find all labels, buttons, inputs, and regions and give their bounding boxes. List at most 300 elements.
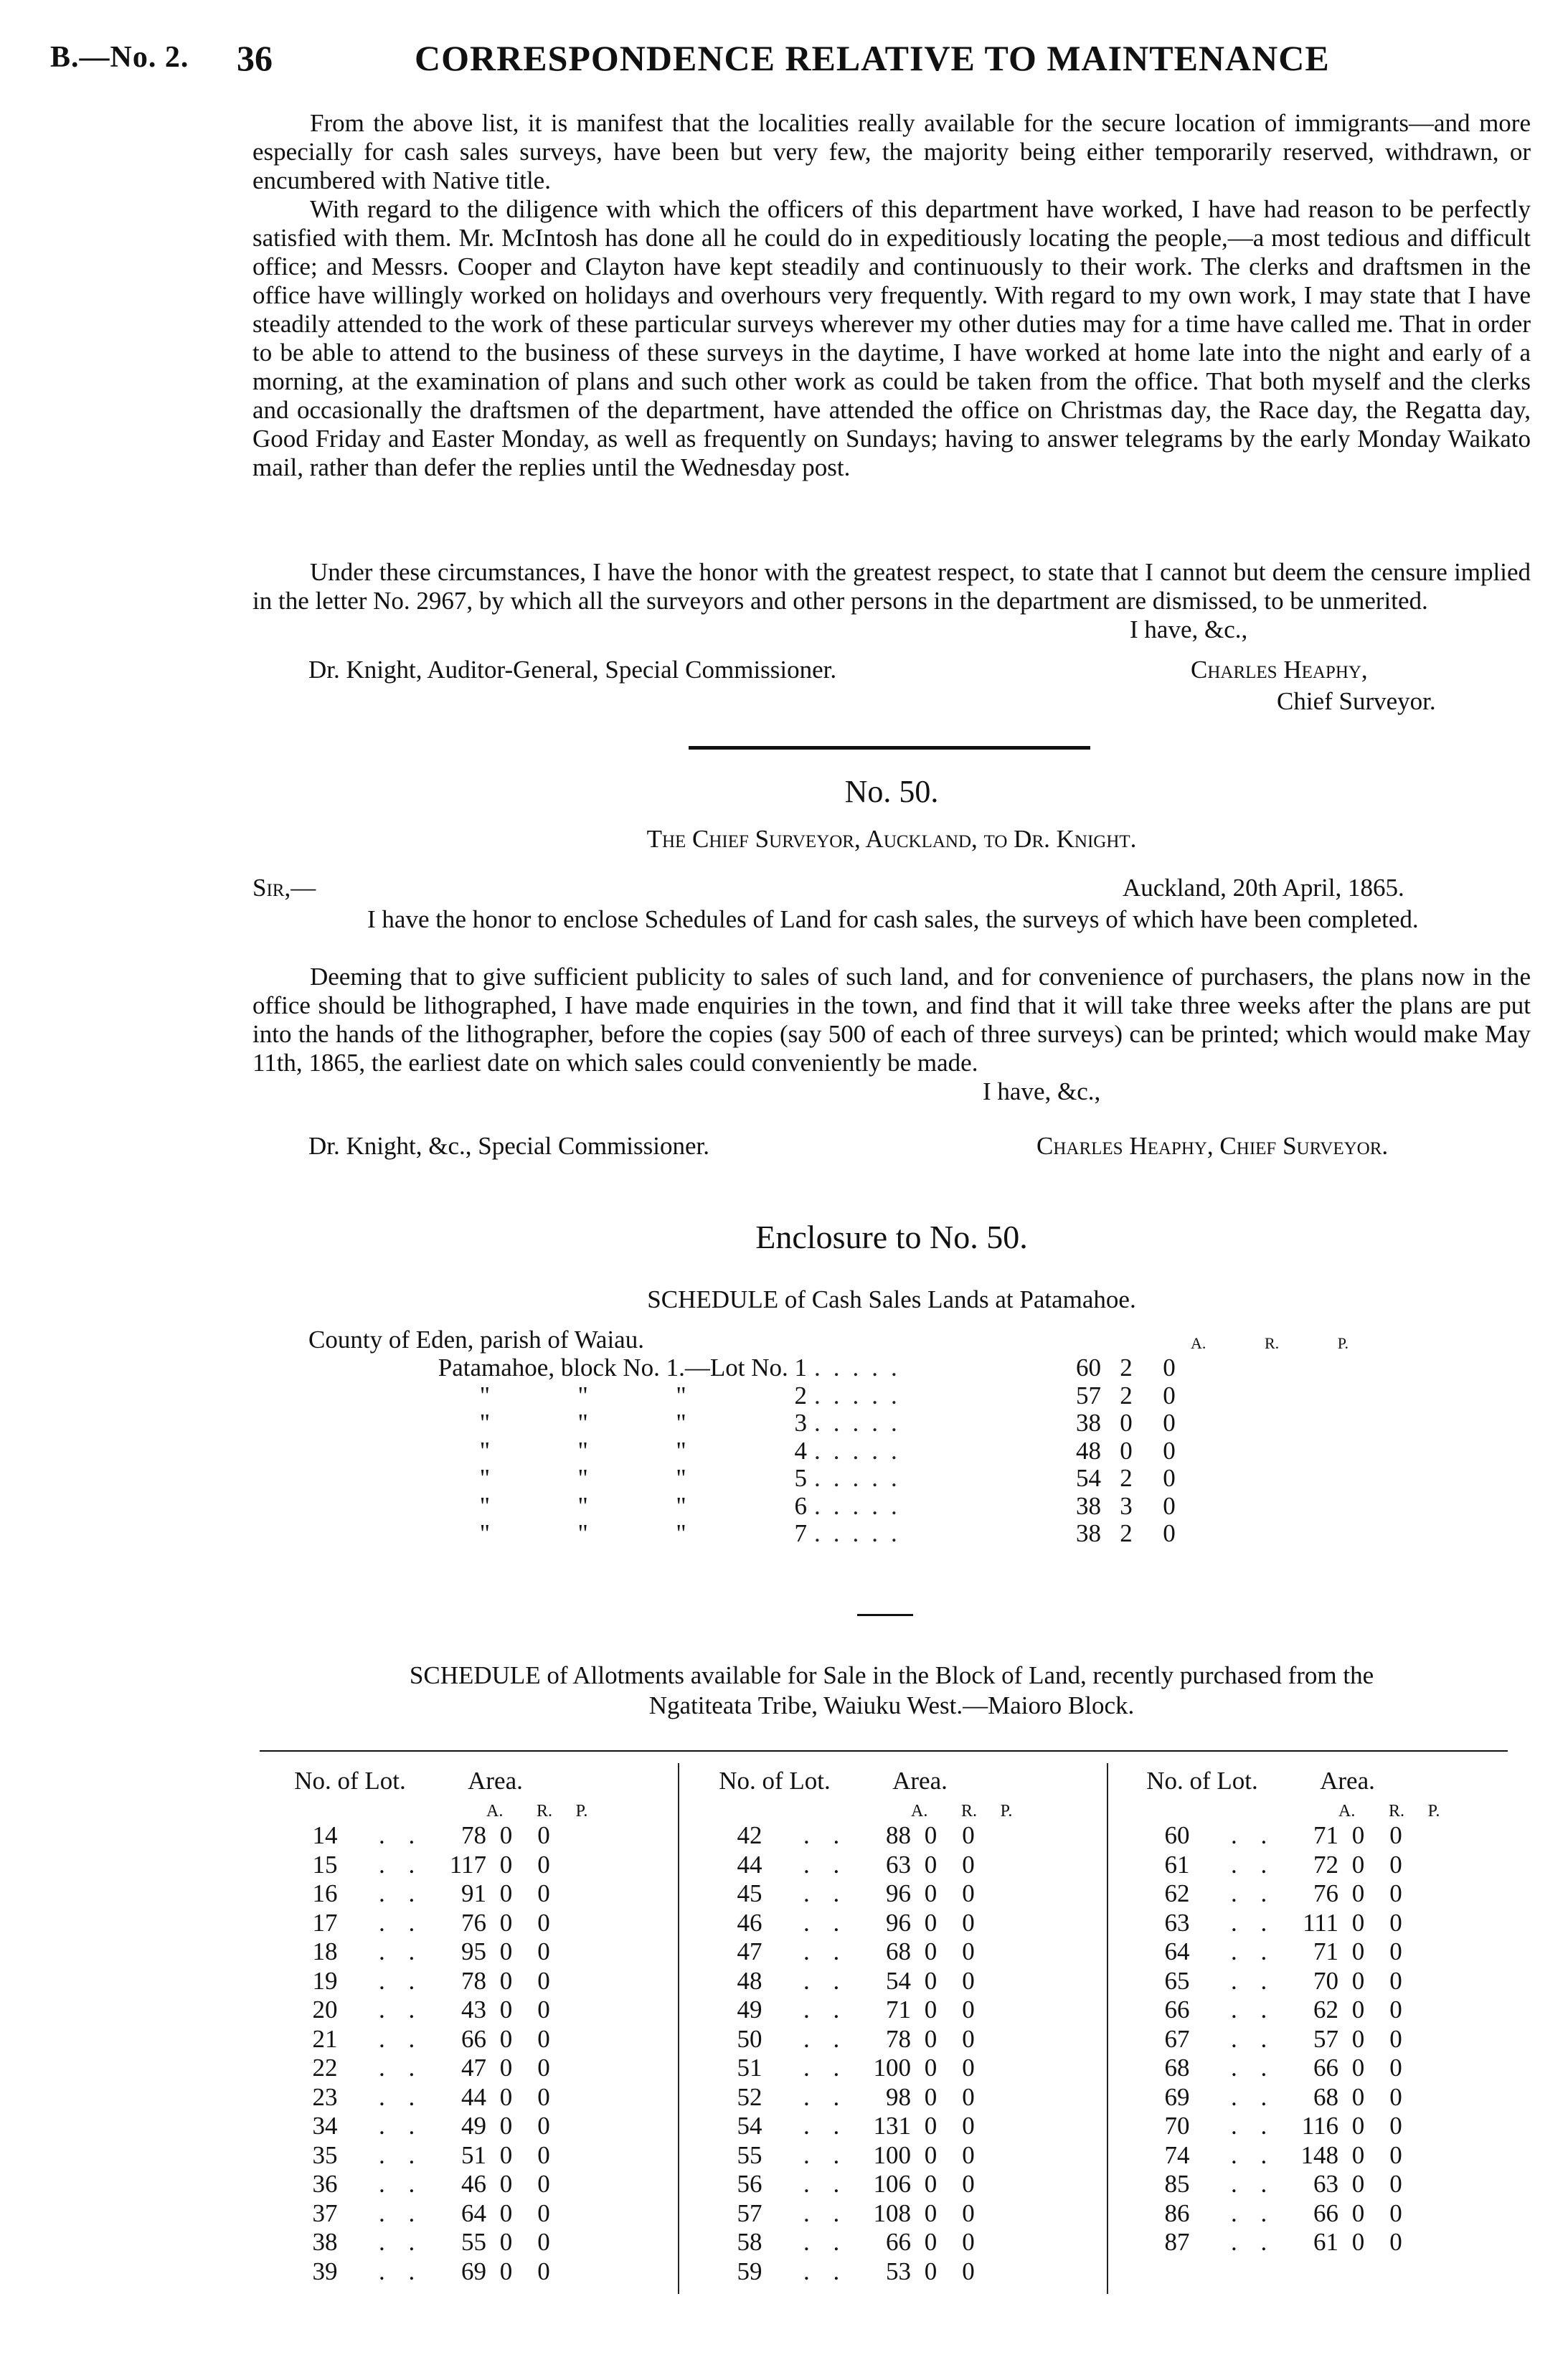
area-perches: 0 — [537, 1937, 550, 1966]
table-row — [1123, 1821, 1525, 1851]
area-roods: 0 — [924, 1821, 938, 1850]
area-perches: 0 — [537, 1821, 550, 1850]
unit-label: A. — [911, 1802, 928, 1821]
schedule1-row — [308, 1354, 1187, 1382]
table-row — [696, 1996, 1097, 2025]
table-row — [1123, 2228, 1525, 2257]
leader-dots: . . — [1231, 1908, 1276, 1937]
area-perches: 0 — [537, 2082, 550, 2111]
area-roods: 0 — [499, 1908, 513, 1937]
schedule2-column-1 — [271, 1752, 673, 2286]
lot-number: 74 — [1164, 2140, 1190, 2169]
lot-number: 62 — [1164, 1879, 1190, 1908]
table-row — [271, 1967, 673, 1996]
schedule1-row — [308, 1437, 1187, 1465]
schedule1-row — [308, 1465, 1187, 1493]
letter2-salutation: Sir,— — [252, 874, 316, 902]
lot-number: 68 — [1164, 2054, 1190, 2082]
table-row — [1123, 2025, 1525, 2054]
lot-number: 55 — [737, 2140, 762, 2169]
letter1-signer-title: Chief Surveyor. — [1277, 687, 1436, 715]
letter1-closing: I have, &c., — [1130, 615, 1248, 643]
lot-number: 58 — [737, 2228, 762, 2257]
area-perches: 0 — [1389, 1879, 1402, 1908]
schedule1-lot-number: 4 — [788, 1436, 807, 1465]
lot-number: 14 — [312, 1821, 338, 1850]
area-acres: 69 — [461, 2257, 486, 2285]
area-perches: 0 — [537, 1966, 550, 1995]
table-row — [1123, 2199, 1525, 2229]
leader-dots: . . — [379, 1821, 424, 1850]
area-perches: 0 — [1389, 2199, 1402, 2227]
lot-number: 47 — [737, 1937, 762, 1966]
schedule1-row — [308, 1410, 1187, 1437]
lot-number: 20 — [312, 1996, 338, 2024]
leader-dots: . . — [803, 1937, 849, 1966]
table-row — [271, 2054, 673, 2083]
letter2-paragraph-2: Deeming that to give sufficient publicity to sales of such land, and for convenience of purchasers, the plans now in the office should be lithographed, I have made enquiries in the town, and find that it will take three weeks after the plans are put into the hands of the lithographer, before the copies (say 500 of each of three surveys) can be printed; which would make May 11th, 1865, the earliest date on which sales could conveniently be made. — [252, 963, 1531, 1077]
area-acres: 98 — [886, 2082, 911, 2111]
area-acres: 71 — [1313, 1937, 1338, 1966]
area-roods: 0 — [499, 2257, 513, 2285]
area-perches: 0 — [537, 2199, 550, 2227]
area-roods: 0 — [1351, 1850, 1365, 1879]
header-area: Area. — [468, 1767, 523, 1795]
schedule1-lot-number: 3 — [788, 1409, 807, 1437]
lot-number: 52 — [737, 2082, 762, 2111]
leader-dots: . . — [379, 2082, 424, 2111]
area-roods: 0 — [924, 1937, 938, 1966]
area-acres: 71 — [1313, 1821, 1338, 1850]
area-perches: 0 — [962, 2082, 975, 2111]
area-acres: 64 — [461, 2199, 486, 2227]
area-perches: 0 — [537, 2024, 550, 2053]
table-row — [696, 1851, 1097, 1880]
lot-number: 69 — [1164, 2082, 1190, 2111]
page-number: 36 — [237, 38, 273, 78]
lot-number: 50 — [737, 2024, 762, 2053]
table-row — [696, 2054, 1097, 2083]
area-roods: 2 — [1120, 1354, 1133, 1382]
lot-number: 19 — [312, 1966, 338, 1995]
leader-dots: ..... — [814, 1409, 910, 1437]
area-acres: 78 — [461, 1821, 486, 1850]
ditto-marks: " " " — [479, 1409, 686, 1437]
leader-dots: . . — [803, 1996, 849, 2024]
area-roods: 0 — [924, 1850, 938, 1879]
schedule1-units — [1191, 1334, 1349, 1353]
leader-dots: . . — [1231, 1937, 1276, 1966]
area-roods: 3 — [1120, 1491, 1133, 1520]
area-acres: 63 — [886, 1850, 911, 1879]
unit-roods: R. — [1264, 1334, 1280, 1352]
leader-dots: . . — [803, 2082, 849, 2111]
lot-number: 63 — [1164, 1908, 1190, 1937]
table-row — [1123, 2112, 1525, 2141]
leader-dots: . . — [1231, 2112, 1276, 2140]
area-acres: 71 — [886, 1996, 911, 2024]
area-roods: 0 — [499, 2082, 513, 2111]
area-acres: 55 — [461, 2228, 486, 2257]
area-perches: 0 — [1389, 2112, 1402, 2140]
area-acres: 72 — [1313, 1850, 1338, 1879]
lot-number: 46 — [737, 1908, 762, 1937]
lot-number: 65 — [1164, 1966, 1190, 1995]
unit-label: P. — [575, 1802, 588, 1821]
area-roods: 0 — [499, 2199, 513, 2227]
letter1-paragraph-3: Under these circumstances, I have the honor with the greatest respect, to state that I cannot but deem the censure implied in the letter No. 2967, by which all the surveyors and other persons in the department are dismissed, to be unmerited. — [252, 558, 1531, 615]
unit-label: A. — [486, 1802, 504, 1821]
area-roods: 0 — [1351, 2082, 1365, 2111]
table-row — [1123, 2141, 1525, 2171]
area-roods: 0 — [499, 2140, 513, 2169]
leader-dots: ..... — [814, 1519, 910, 1548]
area-roods: 0 — [1351, 1996, 1365, 2024]
area-acres: 96 — [886, 1908, 911, 1937]
leader-dots: . . — [379, 1966, 424, 1995]
schedule1-lots — [308, 1354, 1187, 1548]
leader-dots: . . — [379, 2140, 424, 2169]
area-acres: 91 — [461, 1879, 486, 1908]
area-roods: 0 — [924, 1879, 938, 1908]
unit-label: R. — [536, 1802, 552, 1821]
area-roods: 0 — [924, 1996, 938, 2024]
table-row — [1123, 1879, 1525, 1909]
lot-number: 35 — [312, 2140, 338, 2169]
table-row — [271, 2112, 673, 2141]
lot-number: 22 — [312, 2054, 338, 2082]
area-roods: 0 — [924, 2024, 938, 2053]
area-acres: 111 — [1303, 1908, 1338, 1937]
lot-number: 59 — [737, 2257, 762, 2285]
area-perches: 0 — [537, 2112, 550, 2140]
leader-dots: ..... — [814, 1381, 910, 1410]
area-roods: 0 — [924, 2112, 938, 2140]
leader-dots: . . — [379, 2024, 424, 2053]
lot-number: 23 — [312, 2082, 338, 2111]
schedule1-lot-number: 2 — [788, 1381, 807, 1410]
area-acres: 100 — [873, 2054, 911, 2082]
area-acres: 66 — [1313, 2199, 1338, 2227]
table-row — [696, 2141, 1097, 2171]
area-roods: 0 — [1351, 2112, 1365, 2140]
header-lot: No. of Lot. — [294, 1767, 406, 1795]
letter2-from-to: The Chief Surveyor, Auckland, to Dr. Knight. — [646, 825, 1137, 853]
schedule1-lot-label — [308, 1437, 814, 1465]
table-row — [271, 2228, 673, 2257]
area-perches: 0 — [1163, 1519, 1176, 1548]
lot-number: 70 — [1164, 2112, 1190, 2140]
lot-number: 61 — [1164, 1850, 1190, 1879]
leader-dots: . . — [1231, 2140, 1276, 2169]
area-perches: 0 — [537, 1850, 550, 1879]
table-row — [1123, 1996, 1525, 2025]
leader-dots: . . — [803, 1821, 849, 1850]
leader-dots: . . — [1231, 2170, 1276, 2199]
header-area: Area. — [1320, 1767, 1375, 1795]
area-roods: 0 — [499, 2024, 513, 2053]
leader-dots: ..... — [814, 1436, 910, 1465]
area-roods: 0 — [1351, 1879, 1365, 1908]
area-perches: 0 — [1389, 2082, 1402, 2111]
table-row — [271, 2170, 673, 2199]
area-perches: 0 — [1163, 1409, 1176, 1437]
area-acres: 57 — [1313, 2024, 1338, 2053]
schedule1-row — [308, 1382, 1187, 1410]
unit-header — [271, 1795, 673, 1821]
leader-dots: ..... — [814, 1354, 910, 1382]
leader-dots: . . — [379, 1937, 424, 1966]
leader-dots: . . — [803, 1879, 849, 1908]
lot-number: 39 — [312, 2257, 338, 2285]
area-roods: 2 — [1120, 1464, 1133, 1493]
letter1-paragraph-2: With regard to the diligence with which the officers of this department have worked, I have had reason to be perfectly satisfied with them. Mr. McIntosh has done all he could do in expeditiously locating the people,—a most tedious and difficult office; and Messrs. Cooper and Clayton have kept steadily and continuously to their work. The clerks and draftsmen in the office have willingly worked on holidays and overhours very frequently. With regard to my own work, I may state that I have steadily attended to the work of these particular surveys wherever my other duties may for a time have called me. That in order to be able to attend to the business of these surveys in the daytime, I have worked at home late into the night and early of a morning, at the examination of plans and such other work as could be taken from the office. That both myself and the clerks and occasionally the draftsmen of the department, have attended the office on Christmas day, the Race day, the Regatta day, Good Friday and Easter Monday, as well as frequently on Sundays; having to answer telegrams by the early Monday Waikato mail, rather than defer the replies until the Wednesday post. — [252, 195, 1531, 481]
table-row — [1123, 1937, 1525, 1967]
area-roods: 2 — [1120, 1519, 1133, 1548]
area-perches: 0 — [1389, 2170, 1402, 2199]
area-acres: 54 — [886, 1966, 911, 1995]
header-area: Area. — [892, 1767, 948, 1795]
area-acres: 78 — [461, 1966, 486, 1995]
leader-dots: . . — [803, 2054, 849, 2082]
area-roods: 0 — [924, 2257, 938, 2285]
leader-dots: . . — [1231, 2024, 1276, 2053]
lot-number: 21 — [312, 2024, 338, 2053]
section-divider — [689, 746, 1090, 750]
area-acres: 48 — [1076, 1436, 1101, 1465]
table-row — [271, 2083, 673, 2112]
lot-number: 44 — [737, 1850, 762, 1879]
lot-number: 17 — [312, 1908, 338, 1937]
area-roods: 0 — [499, 2170, 513, 2199]
letter1-paragraph-1: From the above list, it is manifest that the localities really available for the secure location of immigrants—and more especially for cash sales surveys, have been but very few, the majority being either temporarily reserved, withdrawn, or encumbered with Native title. — [252, 109, 1531, 194]
area-roods: 0 — [499, 2112, 513, 2140]
leader-dots: . . — [803, 1908, 849, 1937]
leader-dots: . . — [379, 2199, 424, 2227]
area-perches: 0 — [1389, 2024, 1402, 2053]
lot-number: 49 — [737, 1996, 762, 2024]
area-acres: 148 — [1300, 2140, 1338, 2169]
lot-number: 36 — [312, 2170, 338, 2199]
leader-dots: . . — [1231, 2199, 1276, 2227]
schedule2-column-2 — [696, 1752, 1097, 2286]
lot-number: 15 — [312, 1850, 338, 1879]
area-acres: 106 — [873, 2170, 911, 2199]
area-perches: 0 — [962, 1937, 975, 1966]
enclosure-title: Enclosure to No. 50. — [755, 1219, 1028, 1255]
area-perches: 0 — [1163, 1354, 1176, 1382]
area-roods: 0 — [499, 1850, 513, 1879]
area-roods: 0 — [499, 1879, 513, 1908]
area-perches: 0 — [1389, 1966, 1402, 1995]
leader-dots: . . — [803, 2112, 849, 2140]
area-acres: 43 — [461, 1996, 486, 2024]
lot-number: 57 — [737, 2199, 762, 2227]
table-row — [271, 2199, 673, 2229]
area-roods: 0 — [1351, 2140, 1365, 2169]
schedule1-lot-label — [308, 1519, 814, 1548]
letter2-closing: I have, &c., — [983, 1077, 1101, 1105]
leader-dots: . . — [803, 2140, 849, 2169]
area-perches: 0 — [962, 1850, 975, 1879]
letter2-addressee: Dr. Knight, &c., Special Commissioner. — [308, 1132, 709, 1160]
schedule2-title-line1: SCHEDULE of Allotments available for Sale in the Block of Land, recently purchased from the — [409, 1661, 1374, 1689]
area-roods: 0 — [1351, 2199, 1365, 2227]
area-roods: 0 — [499, 1821, 513, 1850]
area-roods: 0 — [1351, 2054, 1365, 2082]
letter1-addressee: Dr. Knight, Auditor-General, Special Commissioner. — [308, 656, 837, 684]
column-divider-2 — [1107, 1763, 1108, 2294]
schedule2-title-line2: Ngatiteata Tribe, Waiuku West.—Maioro Block. — [648, 1691, 1135, 1719]
lot-number: 42 — [737, 1821, 762, 1850]
area-perches: 0 — [1389, 1850, 1402, 1879]
leader-dots: . . — [379, 2228, 424, 2257]
leader-dots: ..... — [814, 1464, 910, 1493]
area-perches: 0 — [962, 2170, 975, 2199]
table-row — [1123, 2054, 1525, 2083]
schedule1-lot-label: Patamahoe, block No. 1.—Lot No. 1 — [438, 1354, 807, 1382]
area-acres: 88 — [886, 1821, 911, 1850]
leader-dots: . . — [1231, 1850, 1276, 1879]
area-perches: 0 — [537, 2257, 550, 2285]
area-perches: 0 — [1163, 1381, 1176, 1410]
area-perches: 0 — [962, 2257, 975, 2285]
schedule1-lot-label — [308, 1464, 814, 1493]
letter2-paragraph-1: I have the honor to enclose Schedules of Land for cash sales, the surveys of which have been completed. — [367, 905, 1419, 933]
area-roods: 0 — [924, 1966, 938, 1995]
table-row — [696, 2228, 1097, 2257]
area-acres: 117 — [449, 1850, 486, 1879]
area-roods: 0 — [1120, 1409, 1133, 1437]
schedule1-title: SCHEDULE of Cash Sales Lands at Patamahoe. — [647, 1285, 1136, 1313]
table-row — [696, 2025, 1097, 2054]
page-title: CORRESPONDENCE RELATIVE TO MAINTENANCE — [415, 38, 1330, 78]
table-row — [1123, 2170, 1525, 2199]
area-acres: 49 — [461, 2112, 486, 2140]
letter2-number: No. 50. — [844, 774, 939, 809]
ditto-marks: " " " — [479, 1436, 686, 1465]
area-perches: 0 — [537, 1879, 550, 1908]
table-row — [696, 2112, 1097, 2141]
area-roods: 0 — [924, 2054, 938, 2082]
area-acres: 66 — [886, 2228, 911, 2257]
table-row — [696, 2170, 1097, 2199]
schedule2-column-3 — [1123, 1752, 1525, 2257]
leader-dots: . . — [803, 2257, 849, 2285]
area-roods: 0 — [499, 2054, 513, 2082]
table-row — [696, 1909, 1097, 1938]
area-perches: 0 — [537, 2140, 550, 2169]
area-acres: 46 — [461, 2170, 486, 2199]
area-perches: 0 — [1389, 2054, 1402, 2082]
area-perches: 0 — [537, 1996, 550, 2024]
ditto-marks: " " " — [479, 1464, 686, 1493]
unit-acres: A. — [1191, 1334, 1206, 1352]
unit-label: R. — [960, 1802, 977, 1821]
lot-number: 51 — [737, 2054, 762, 2082]
schedule1-lot-number: 7 — [788, 1519, 807, 1548]
lot-number: 56 — [737, 2170, 762, 2199]
area-roods: 0 — [1120, 1436, 1133, 1465]
unit-label: P. — [1000, 1802, 1013, 1821]
leader-dots: . . — [803, 1850, 849, 1879]
letter1-signer-name: Charles Heaphy, — [1191, 656, 1368, 684]
table-row — [696, 1937, 1097, 1967]
area-roods: 0 — [924, 2228, 938, 2257]
lot-number: 45 — [737, 1879, 762, 1908]
area-roods: 0 — [924, 2170, 938, 2199]
table-row — [1123, 1967, 1525, 1996]
table-row — [271, 1996, 673, 2025]
area-acres: 95 — [461, 1937, 486, 1966]
schedule1-lot-label — [308, 1382, 814, 1410]
area-perches: 0 — [962, 1908, 975, 1937]
area-acres: 108 — [873, 2199, 911, 2227]
table-row — [271, 1821, 673, 1851]
area-acres: 60 — [1076, 1354, 1101, 1382]
area-roods: 0 — [1351, 1908, 1365, 1937]
schedule1-lot-label — [308, 1409, 814, 1437]
area-acres: 38 — [1076, 1491, 1101, 1520]
ditto-marks: " " " — [479, 1381, 686, 1410]
area-perches: 0 — [962, 2199, 975, 2227]
table-row — [696, 2083, 1097, 2112]
schedule1-lot-number: 6 — [788, 1491, 807, 1520]
area-roods: 0 — [924, 1908, 938, 1937]
leader-dots: . . — [379, 2170, 424, 2199]
table-row — [696, 1879, 1097, 1909]
area-perches: 0 — [962, 2054, 975, 2082]
area-perches: 0 — [1163, 1464, 1176, 1493]
lot-number: 54 — [737, 2112, 762, 2140]
schedule2-top-rule — [260, 1750, 1508, 1752]
area-perches: 0 — [1389, 2228, 1402, 2257]
schedule1-row — [308, 1520, 1187, 1548]
area-acres: 116 — [1301, 2112, 1338, 2140]
lot-number: 87 — [1164, 2228, 1190, 2257]
area-acres: 68 — [886, 1937, 911, 1966]
area-roods: 0 — [1351, 2228, 1365, 2257]
lot-number: 85 — [1164, 2170, 1190, 2199]
unit-perches: P. — [1337, 1334, 1349, 1352]
table-row — [696, 2199, 1097, 2229]
leader-dots: . . — [803, 2024, 849, 2053]
lot-number: 18 — [312, 1937, 338, 1966]
table-row — [271, 1851, 673, 1880]
leader-dots: . . — [1231, 2054, 1276, 2082]
table-row — [271, 1937, 673, 1967]
area-roods: 0 — [1351, 1821, 1365, 1850]
lot-number: 37 — [312, 2199, 338, 2227]
area-perches: 0 — [537, 2054, 550, 2082]
lot-number: 60 — [1164, 1821, 1190, 1850]
letter2-signer: Charles Heaphy, Chief Surveyor. — [1036, 1132, 1389, 1160]
area-acres: 131 — [873, 2112, 911, 2140]
area-roods: 0 — [499, 1996, 513, 2024]
area-acres: 76 — [461, 1908, 486, 1937]
area-acres: 70 — [1313, 1966, 1338, 1995]
area-perches: 0 — [962, 2228, 975, 2257]
table-row — [1123, 2083, 1525, 2112]
lot-number: 38 — [312, 2228, 338, 2257]
area-acres: 38 — [1076, 1519, 1101, 1548]
leader-dots: . . — [1231, 1966, 1276, 1995]
leader-dots: . . — [379, 1996, 424, 2024]
letter2-place-date: Auckland, 20th April, 1865. — [1123, 874, 1404, 902]
area-perches: 0 — [537, 2170, 550, 2199]
leader-dots: . . — [1231, 1821, 1276, 1850]
leader-dots: . . — [1231, 2228, 1276, 2257]
